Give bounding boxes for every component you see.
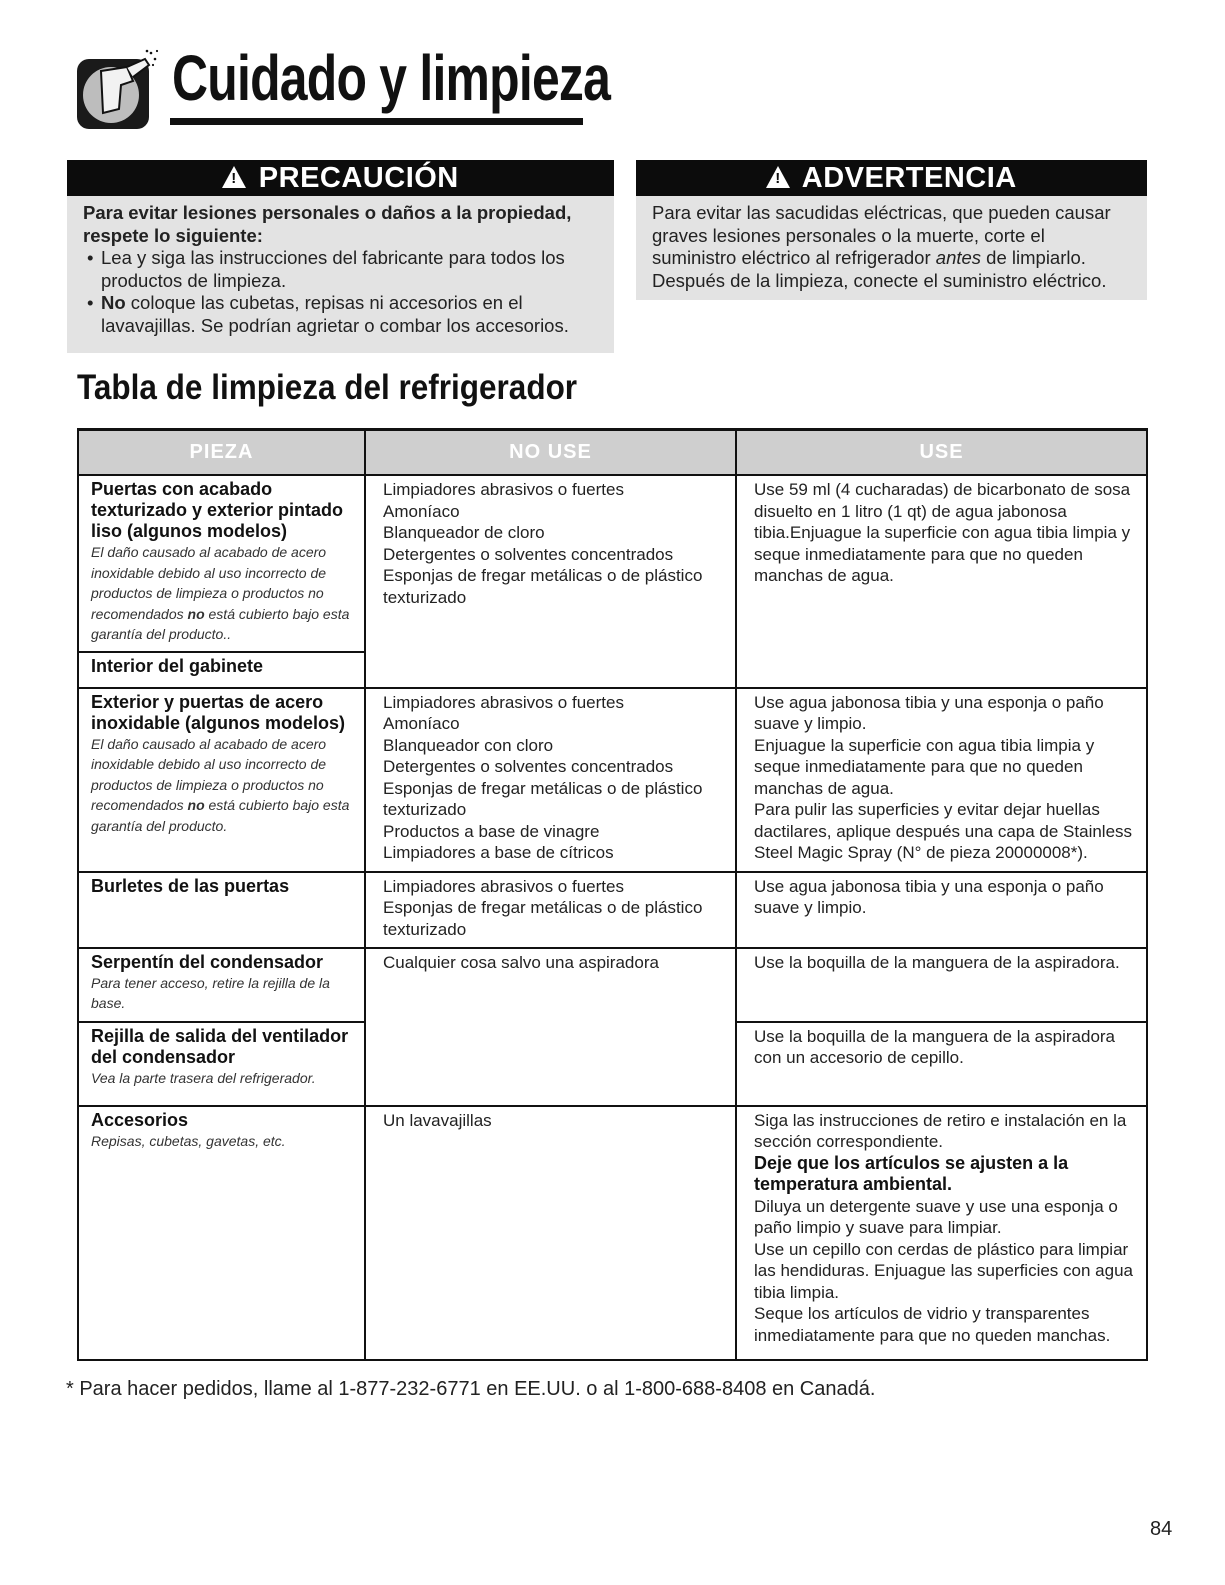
warning-text-part: Para evitar las sacudidas eléctricas, que pueden causar graves lesiones personales o la muerte, corte el suministro eléctrico al refrigerador [652, 202, 1111, 268]
no-use-cell [365, 688, 736, 872]
no-use-cell [365, 948, 736, 1106]
use-cell [736, 475, 1147, 688]
caution-item: • Lea y siga las instrucciones del fabricante para todos los productos de limpieza. [83, 247, 596, 292]
section-title: Tabla de limpieza del refrigerador [77, 368, 578, 407]
use-text: Enjuague la superficie con agua tibia limpia y seque inmediatamente para que no queden manchas de agua. [754, 735, 1095, 798]
use-text: Use la boquilla de la manguera de la aspiradora. [754, 952, 1120, 972]
piece-note-part: está cubierto bajo esta garantía del producto. [91, 797, 350, 834]
piece-note-bold: no [187, 797, 205, 813]
caution-item-text: coloque las cubetas, repisas ni accesorios en el lavavajillas. Se podrían agrietar o combar los accesorios. [101, 292, 569, 336]
piece-cell [78, 475, 365, 652]
table-row [78, 688, 1147, 872]
column-header-piece: PIEZA [78, 430, 365, 476]
piece-cell [78, 688, 365, 872]
piece-name: Exterior y puertas de acero inoxidable (algunos modelos) [91, 691, 346, 733]
use-text: Diluya un detergente suave y use una esponja o paño limpio y suave para limpiar. [754, 1196, 1118, 1237]
caution-header [67, 160, 614, 196]
piece-note: Repisas, cubetas, gavetas, etc. [91, 1132, 286, 1149]
piece-name: Interior del gabinete [91, 655, 264, 676]
piece-note-bold: no [187, 605, 205, 622]
no-use-item: Blanqueador con cloro [383, 735, 554, 755]
use-cell [736, 1022, 1147, 1106]
warning-text [636, 196, 1147, 302]
title-underline [170, 118, 583, 125]
no-use-item: Blanqueador de cloro [383, 523, 545, 542]
use-text: Use agua jabonosa tibia y una esponja o paño suave y limpio. [754, 692, 1104, 733]
use-text: Siga las instrucciones de retiro e instalación en la sección correspondiente. [754, 1110, 1127, 1151]
no-use-cell [365, 1106, 736, 1360]
caution-item-bold: No [101, 292, 126, 313]
use-text: Use agua jabonosa tibia y una esponja o paño suave y limpio. [754, 876, 1104, 917]
use-cell [736, 948, 1147, 1022]
piece-name: Burletes de las puertas [91, 875, 290, 896]
spray-bottle-cleaning-icon [75, 47, 159, 131]
warning-header [636, 160, 1147, 196]
piece-cell [78, 948, 365, 1022]
no-use-item: Cualquier cosa salvo una aspiradora [383, 952, 659, 972]
piece-note-part: El daño causado al acabado de acero inoxidable debido al uso incorrecto de productos de limpieza o productos no recomendados [91, 544, 327, 622]
table-header-row [78, 430, 1147, 476]
warning-text-italic: antes [935, 247, 982, 268]
warning-label: ADVERTENCIA [801, 162, 1017, 194]
no-use-item: Limpiadores abrasivos o fuertes [383, 480, 624, 499]
piece-note: Vea la parte trasera del refrigerador. [91, 1069, 316, 1086]
piece-cell [78, 872, 365, 948]
piece-cell [78, 1106, 365, 1360]
warning-triangle-icon [222, 166, 246, 188]
footnote: * Para hacer pedidos, llame al 1-877-232-6771 en EE.UU. o al 1-800-688-8408 en Canadá. [66, 1378, 876, 1400]
use-text: Use 59 ml (4 cucharadas) de bicarbonato de sosa disuelto en 1 litro (1 qt) de agua jabonosa tibia.Enjuague la superficie con agua tibia limpia y seque inmediatamente para que no queden manchas de agua. [754, 480, 1131, 585]
table-row [78, 948, 1147, 1022]
piece-name: Accesorios [91, 1109, 189, 1130]
use-text: Seque los artículos de vidrio y transparentes inmediatamente para que no queden manchas. [754, 1304, 1111, 1345]
no-use-item: Limpiadores abrasivos o fuertes [383, 876, 624, 896]
no-use-item: Amoníaco [383, 714, 460, 733]
table-row [78, 872, 1147, 948]
piece-note: Para tener acceso, retire la rejilla de la base. [91, 974, 330, 1011]
column-header-use: USE [736, 430, 1147, 476]
table-row [78, 1106, 1147, 1360]
use-text-bold: Deje que los artículos se ajusten a la temperatura ambiental. [754, 1152, 1069, 1194]
no-use-item: Un lavavajillas [383, 1110, 492, 1130]
page-number: 84 [1150, 1518, 1173, 1540]
use-text: Use la boquilla de la manguera de la aspiradora con un accesorio de cepillo. [754, 1026, 1116, 1067]
no-use-item: Esponjas de fregar metálicas o de plástico texturizado [383, 898, 703, 939]
use-cell [736, 688, 1147, 872]
use-text: Para pulir las superficies y evitar dejar huellas dactilares, aplique después una capa de Stainless Steel Magic Spray (N° de pieza 20000008*). [754, 800, 1133, 862]
piece-note-part: está cubierto bajo esta garantía del producto.. [91, 605, 350, 642]
caution-item [83, 292, 596, 337]
no-use-item: Limpiadores abrasivos o fuertes [383, 692, 624, 712]
no-use-cell [365, 475, 736, 688]
piece-note [91, 734, 360, 837]
cleaning-table [77, 428, 1148, 1361]
caution-lead: Para evitar lesiones personales o daños a la propiedad, respete lo siguiente: [83, 202, 572, 246]
piece-cell [78, 1022, 365, 1106]
no-use-cell [365, 872, 736, 948]
page-title: Cuidado y limpieza [172, 42, 611, 114]
no-use-item: Detergentes o solventes concentrados [383, 757, 674, 776]
warning-triangle-icon [766, 166, 790, 188]
caution-box [67, 160, 614, 353]
use-cell [736, 1106, 1147, 1360]
piece-name: Puertas con acabado texturizado y exterior pintado liso (algunos modelos) [91, 479, 344, 541]
piece-name: Serpentín del condensador [91, 951, 324, 972]
no-use-item: Productos a base de vinagre [383, 821, 600, 841]
use-text: Use un cepillo con cerdas de plástico para limpiar las hendiduras. Enjuague las superficies con agua tibia limpia. [754, 1239, 1133, 1302]
no-use-item: Amoníaco [383, 501, 460, 521]
piece-note [91, 542, 360, 645]
no-use-item: Esponjas de fregar metálicas o de plástico texturizado [383, 566, 703, 607]
piece-cell [78, 652, 365, 688]
caution-label: PRECAUCIÓN [258, 162, 459, 194]
warning-text-part: de limpiarlo. Después de la limpieza, conecte el suministro eléctrico. [652, 247, 1107, 291]
piece-note-part: El daño causado al acabado de acero inoxidable debido al uso incorrecto de productos de limpieza o productos no recomendados [91, 735, 327, 813]
table-row [78, 475, 1147, 652]
no-use-item: Detergentes o solventes concentrados [383, 544, 674, 564]
no-use-item: Esponjas de fregar metálicas o de plástico texturizado [383, 778, 703, 819]
piece-name: Rejilla de salida del ventilador del condensador [91, 1025, 349, 1067]
warning-box [636, 160, 1147, 300]
column-header-no-use: NO USE [365, 430, 736, 476]
no-use-item: Limpiadores a base de cítricos [383, 843, 614, 862]
use-cell [736, 872, 1147, 948]
